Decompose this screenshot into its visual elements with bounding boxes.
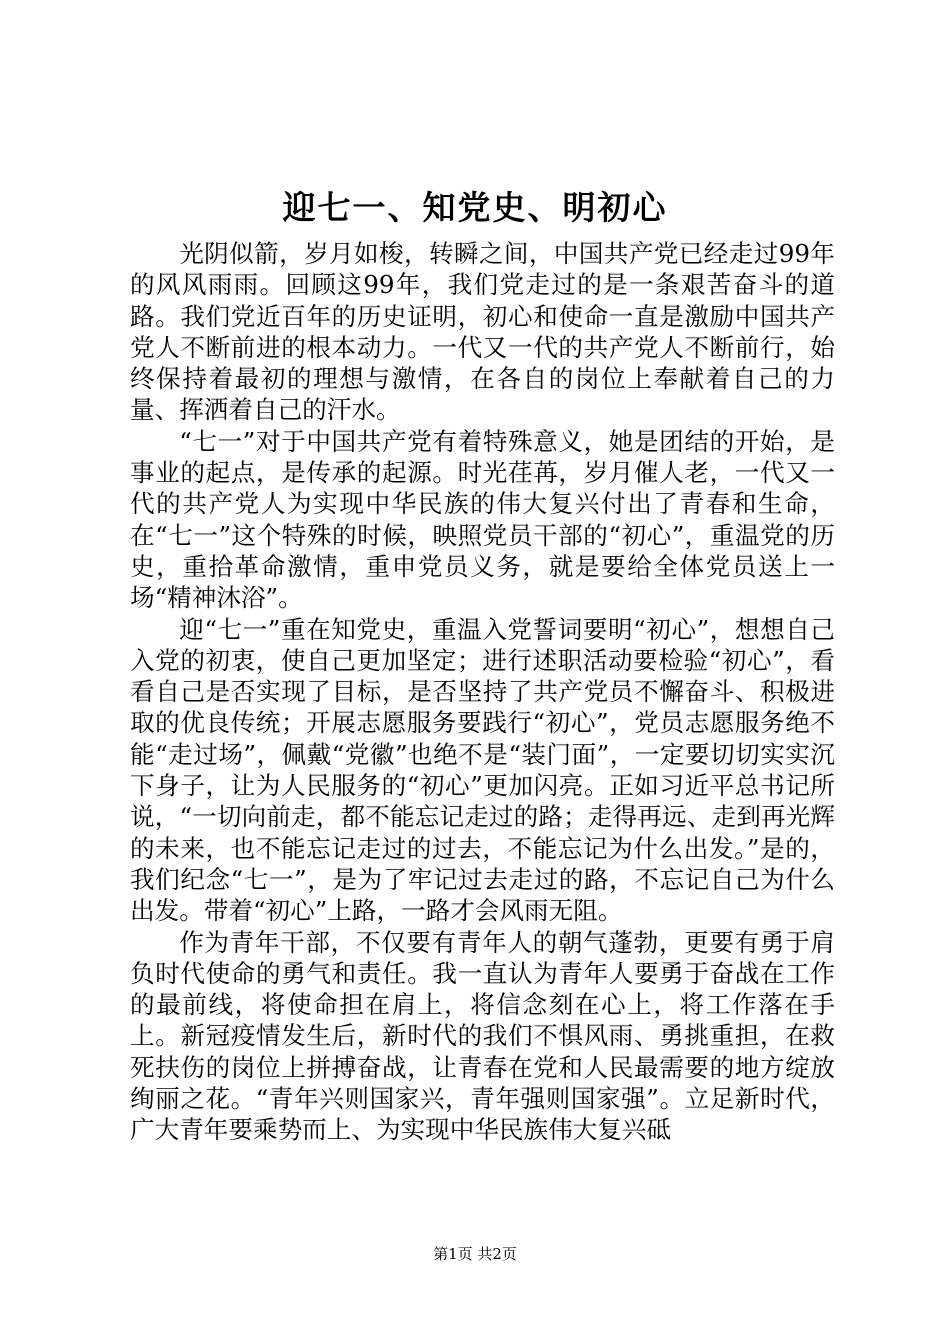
document-title: 迎七一、知党史、明初心 <box>282 188 668 227</box>
paragraph-3: 迎“七一”重在知党史，重温入党誓词要明“初心”，想想自己入党的初衷，使自己更加坚定；进行述职活动要检验“初心”，看看自己是否实现了目标，是否坚持了共产党员不懈奋斗、积极进取的优良传统；开展志愿服务要践行“初心”，党员志愿服务绝不能“走过场”，佩戴“党徽”也绝不是“装门面”，一定要切切实实沉下身子，让为人民服务的“初心”更加闪亮。正如习近平总书记所说，“一切向前走，都不能忘记走过的路；走得再远、走到再光辉的未来，也不能忘记走过的过去，不能忘记为什么出发。”是的，我们纪念“七一”，是为了牢记过去走过的路，不忘记自己为什么出发。带着“初心”上路，一路才会风雨无阻。 <box>130 614 835 926</box>
page-number-footer: 第1页 共2页 <box>433 1245 517 1263</box>
document-body <box>130 238 835 1146</box>
paragraph-1: 光阴似箭，岁月如梭，转瞬之间，中国共产党已经走过99年的风风雨雨。回顾这99年，我们党走过的是一条艰苦奋斗的道路。我们党近百年的历史证明，初心和使命一直是激励中国共产党人不断前进的根本动力。一代又一代的共产党人不断前行，始终保持着最初的理想与激情，在各自的岗位上奉献着自己的力量、挥洒着自己的汗水。 <box>130 239 835 425</box>
paragraph-2: “七一”对于中国共产党有着特殊意义，她是团结的开始，是事业的起点，是传承的起源。时光荏苒，岁月催人老，一代又一代的共产党人为实现中华民族的伟大复兴付出了青春和生命，在“七一”这个特殊的时候，映照党员干部的“初心”，重温党的历史，重拾革命激情，重申党员义务，就是要给全体党员送上一场“精神沐浴”。 <box>130 426 835 613</box>
paragraph-4: 作为青年干部，不仅要有青年人的朝气蓬勃，更要有勇于肩负时代使命的勇气和责任。我一直认为青年人要勇于奋战在工作的最前线，将使命担在肩上，将信念刻在心上，将工作落在手上。新冠疫情发生后，新时代的我们不惧风雨、勇挑重担，在救死扶伤的岗位上拼搏奋战，让青春在党和人民最需要的地方绽放绚丽之花。“青年兴则国家兴，青年强则国家强”。立足新时代，广大青年要乘势而上、为实现中华民族伟大复兴砥 <box>130 927 835 1145</box>
